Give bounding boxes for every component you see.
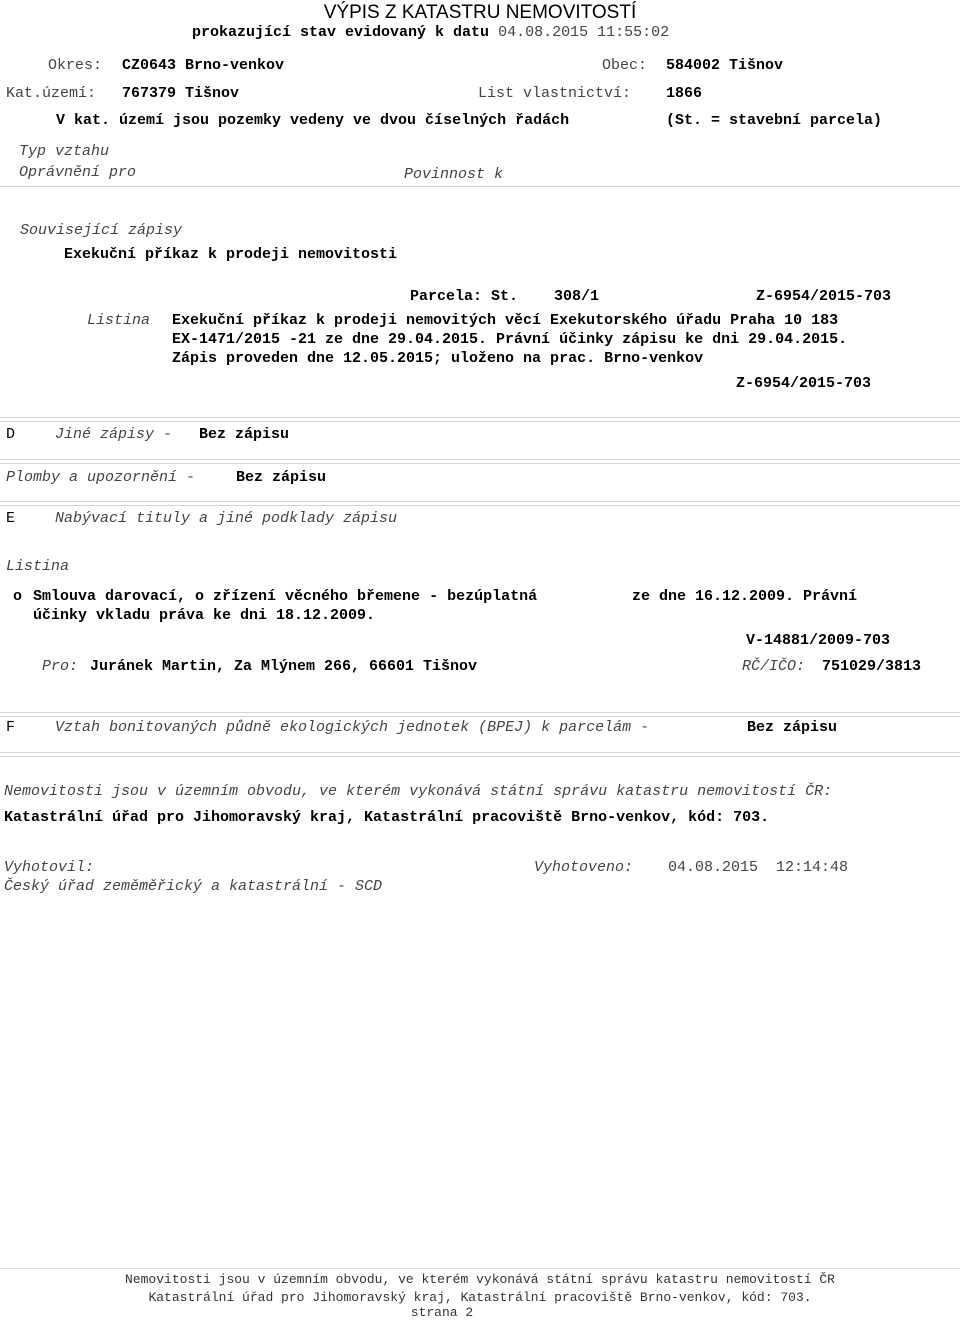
rc-label: RČ/IČO: xyxy=(742,658,806,675)
list-label: List vlastnictví: xyxy=(478,85,632,102)
section-divider xyxy=(0,712,960,717)
section-f-letter: F xyxy=(6,719,16,736)
page-number: strana 2 xyxy=(410,1305,474,1320)
obec-label: Obec: xyxy=(602,57,648,74)
office-note-line-1: Nemovitosti jsou v územním obvodu, ve kterém vykonává státní správu katastru nemovitostí ČR: xyxy=(4,783,833,800)
vyhotoveno-value: 04.08.2015 12:14:48 xyxy=(668,859,849,876)
parcel-series-note: V kat. území jsou pozemky vedeny ve dvou číselných řadách xyxy=(56,112,570,129)
section-divider xyxy=(0,752,960,757)
section-d-title: Jiné zápisy - xyxy=(55,426,173,443)
document-subtitle xyxy=(192,24,669,42)
rc-value: 751029/3813 xyxy=(822,658,922,675)
parcela-value: 308/1 xyxy=(554,288,600,305)
plomby-value: Bez zápisu xyxy=(236,469,327,486)
list-value: 1866 xyxy=(666,85,703,102)
section-e-title: Nabývací tituly a jiné podklady zápisu xyxy=(55,510,398,527)
subtitle-date: 04.08.2015 11:55:02 xyxy=(498,24,670,41)
section-d-value: Bez zápisu xyxy=(199,426,290,443)
office-note-line-2 xyxy=(4,809,769,827)
obec-value: 584002 Tišnov xyxy=(666,57,784,74)
listina-label: Listina xyxy=(87,312,151,329)
parcela-label: Parcela: St. xyxy=(410,288,519,305)
page-footer-line-1: Nemovitosti jsou v územním obvodu, ve kterém vykonává státní správu katastru nemovitostí ČR xyxy=(125,1272,835,1287)
listina-ref: Z-6954/2015-703 xyxy=(736,375,872,392)
document-title: VÝPIS Z KATASTRU NEMOVITOSTÍ xyxy=(323,2,637,23)
page-footer-line-2: Katastrální úřad pro Jihomoravský kraj, Katastrální pracoviště Brno-venkov, kód: 703. xyxy=(148,1290,812,1305)
section-e-listina-label: Listina xyxy=(6,558,70,575)
section-divider xyxy=(0,417,960,422)
section-f-title: Vztah bonitovaných půdně ekologických jednotek (BPEJ) k parcelám - xyxy=(55,719,650,736)
listina-item-line-1-right: ze dne 16.12.2009. Právní xyxy=(632,588,858,605)
related-title: Exekuční příkaz k prodeji nemovitosti xyxy=(64,246,398,263)
listina-line-1: Exekuční příkaz k prodeji nemovitých věcí Exekutorského úřadu Praha 10 183 xyxy=(172,312,839,329)
opravneni-pro-label: Oprávnění pro xyxy=(19,164,137,181)
section-divider xyxy=(0,501,960,506)
vyhotovil-label: Vyhotovil: xyxy=(4,859,95,876)
office-code: 703. xyxy=(733,809,770,826)
listina-item-line-2: účinky vkladu práva ke dni 18.12.2009. xyxy=(33,607,376,624)
pro-label: Pro: xyxy=(42,658,79,675)
section-f-value: Bez zápisu xyxy=(747,719,838,736)
section-e-letter: E xyxy=(6,510,16,527)
pro-value: Juránek Martin, Za Mlýnem 266, 66601 Tišnov xyxy=(90,658,478,675)
plomby-title: Plomby a upozornění - xyxy=(6,469,196,486)
vyhotovil-value: Český úřad zeměměřický a katastrální - SCD xyxy=(4,878,383,895)
parcel-series-note-right: (St. = stavební parcela) xyxy=(666,112,883,129)
parcela-ref: Z-6954/2015-703 xyxy=(756,288,892,305)
list-bullet-icon: o xyxy=(13,588,23,605)
listina-line-3: Zápis proveden dne 12.05.2015; uloženo na prac. Brno-venkov xyxy=(172,350,704,367)
office-name: Katastrální úřad pro Jihomoravský kraj, Katastrální pracoviště Brno-venkov, kód: xyxy=(4,809,725,826)
okres-label: Okres: xyxy=(48,57,103,74)
listina-item-line-1: Smlouva darovací, o zřízení věcného břemene - bezúplatná xyxy=(33,588,538,605)
povinnost-k-label: Povinnost k xyxy=(404,166,504,183)
listina-item-ref: V-14881/2009-703 xyxy=(746,632,891,649)
related-label: Související zápisy xyxy=(20,222,183,239)
katuzemi-label: Kat.území: xyxy=(6,85,97,102)
subtitle-prefix: prokazující stav evidovaný k datu xyxy=(192,24,490,41)
listina-line-2: EX-1471/2015 -21 ze dne 29.04.2015. Právní účinky zápisu ke dni 29.04.2015. xyxy=(172,331,848,348)
typ-vztahu-label: Typ vztahu xyxy=(19,143,110,160)
section-d-letter: D xyxy=(6,426,16,443)
divider xyxy=(0,186,960,187)
section-divider xyxy=(0,459,960,464)
okres-value: CZ0643 Brno-venkov xyxy=(122,57,285,74)
footer-divider xyxy=(0,1268,960,1269)
katuzemi-value: 767379 Tišnov xyxy=(122,85,240,102)
vyhotoveno-label: Vyhotoveno: xyxy=(534,859,634,876)
